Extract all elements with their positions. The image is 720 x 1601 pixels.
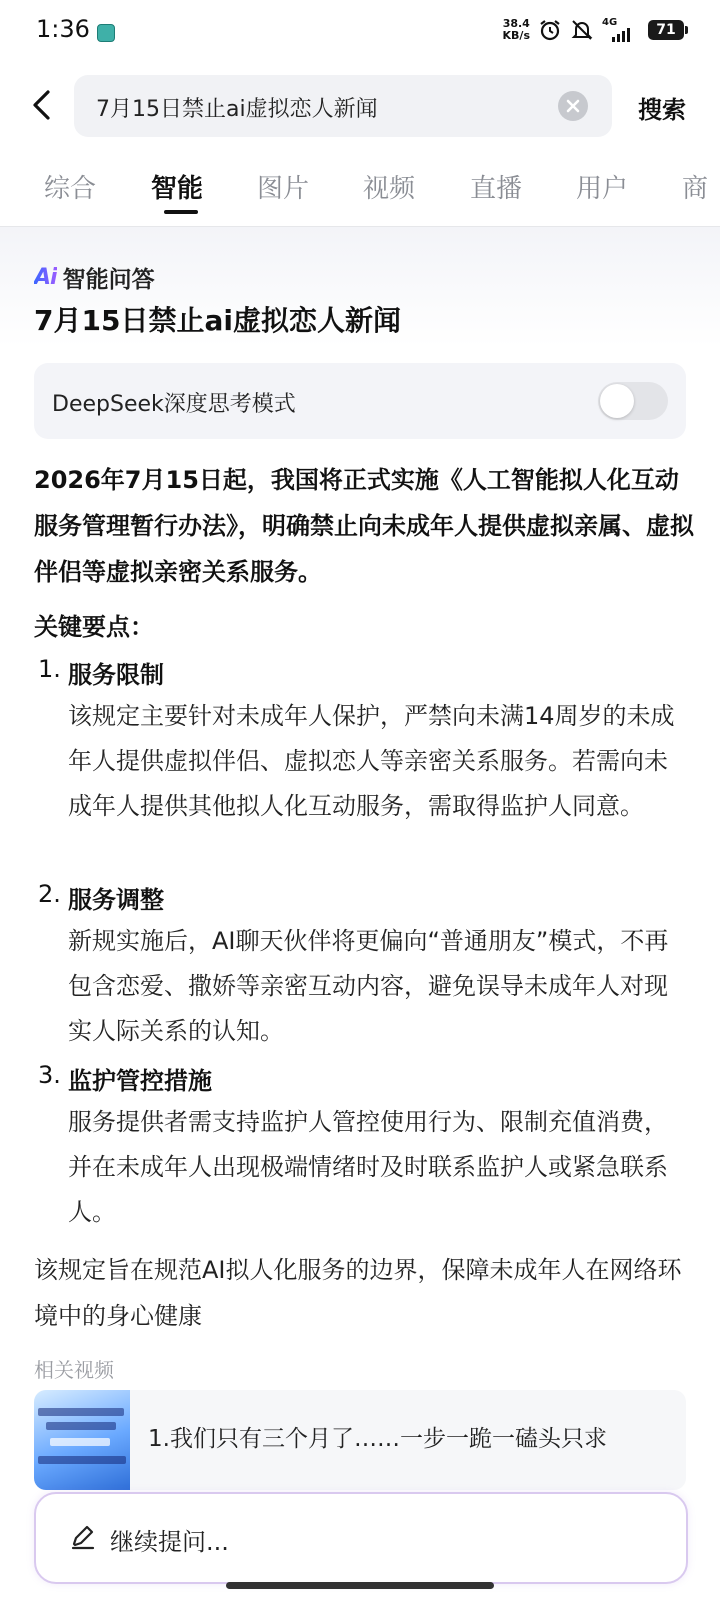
back-button[interactable] [24, 86, 58, 124]
tab-smart[interactable]: 智能 [151, 174, 204, 204]
point-title: 监护管控措施 [68, 1067, 212, 1095]
tab-shop[interactable]: 商 [682, 174, 709, 204]
point-body: 服务提供者需支持监护人管控使用行为、限制充值消费，并在未成年人出现极端情绪时及时联系监护人或紧急联系人。 [68, 1108, 668, 1226]
point-number: 1. [38, 655, 61, 683]
battery-level: 71 [656, 22, 676, 38]
tab-users[interactable]: 用户 [576, 174, 629, 204]
clear-search-button[interactable] [558, 91, 588, 121]
ai-answer-header [34, 261, 155, 294]
thumb-text-line [38, 1456, 126, 1464]
home-indicator[interactable] [226, 1582, 494, 1589]
follow-up-question-bar[interactable] [34, 1492, 688, 1584]
active-tab-indicator [164, 210, 198, 214]
deepseek-mode-label: DeepSeek深度思考模式 [52, 392, 296, 417]
status-bar [0, 0, 720, 66]
answer-summary: 该规定旨在规范AI拟人化服务的边界，保障未成年人在网络环境中的身心健康 [34, 1256, 682, 1330]
status-time: 1:36 [36, 15, 90, 43]
battery-icon [648, 20, 684, 40]
point-title: 服务调整 [68, 886, 164, 914]
point-number: 3. [38, 1061, 61, 1089]
point-number: 2. [38, 880, 61, 908]
network-type: 4G [602, 17, 618, 28]
follow-up-placeholder: 继续提问... [110, 1528, 229, 1556]
point-body: 新规实施后，AI聊天伙伴将更偏向“普通朋友”模式，不再包含恋爱、撒娇等亲密互动内容，避免误导未成年人对现实人际关系的认知。 [68, 927, 669, 1045]
deepseek-mode-card [34, 363, 686, 439]
thumb-text-line [38, 1408, 124, 1416]
search-query[interactable]: 7月15日禁止ai虚拟恋人新闻 [96, 97, 378, 122]
back-arrow-icon [30, 89, 52, 121]
search-button[interactable]: 搜索 [638, 96, 686, 124]
net-speed-value: 38.4 [502, 17, 530, 30]
tab-images[interactable]: 图片 [257, 174, 310, 204]
signal-icon [602, 18, 640, 42]
thumb-text-line [46, 1422, 116, 1430]
toggle-knob [600, 384, 634, 418]
close-icon [566, 99, 580, 113]
search-header [0, 72, 720, 138]
app-notification-icon [97, 24, 115, 42]
mute-bell-icon [570, 18, 594, 42]
alarm-icon [538, 18, 562, 42]
status-icons [503, 18, 684, 42]
deepseek-toggle[interactable] [598, 382, 668, 420]
search-input[interactable] [74, 75, 612, 137]
ai-answer-label: 智能问答 [62, 267, 155, 293]
video-title: 1.我们只有三个月了……一步一跪一磕头只求 [148, 1426, 607, 1452]
ai-logo-icon: Ai [34, 265, 57, 290]
point-title: 服务限制 [68, 661, 164, 689]
answer-lead: 2026年7月15日起，我国将正式实施《人工智能拟人化互动服务管理暂行办法》，明确禁止向未成年人提供虚拟亲属、虚拟伴侣等虚拟亲密关系服务。 [34, 466, 694, 586]
answer-title: 7月15日禁止ai虚拟恋人新闻 [34, 304, 401, 337]
result-tabs [0, 160, 720, 227]
related-video-card[interactable] [34, 1390, 686, 1490]
related-videos-label: 相关视频 [34, 1358, 114, 1382]
net-speed [503, 18, 530, 42]
tab-comprehensive[interactable]: 综合 [44, 174, 97, 204]
answer-content [0, 227, 720, 1601]
key-points-title: 关键要点： [34, 613, 154, 641]
tab-live[interactable]: 直播 [470, 174, 523, 204]
video-thumbnail [34, 1390, 130, 1490]
thumb-text-line [50, 1438, 110, 1446]
point-body: 该规定主要针对未成年人保护，严禁向未满14周岁的未成年人提供虚拟伴侣、虚拟恋人等亲密关系服务。若需向未成年人提供其他拟人化互动服务，需取得监护人同意。 [68, 702, 675, 820]
tab-videos[interactable]: 视频 [363, 174, 416, 204]
net-speed-unit: KB/s [502, 29, 530, 42]
pencil-icon [70, 1524, 96, 1550]
